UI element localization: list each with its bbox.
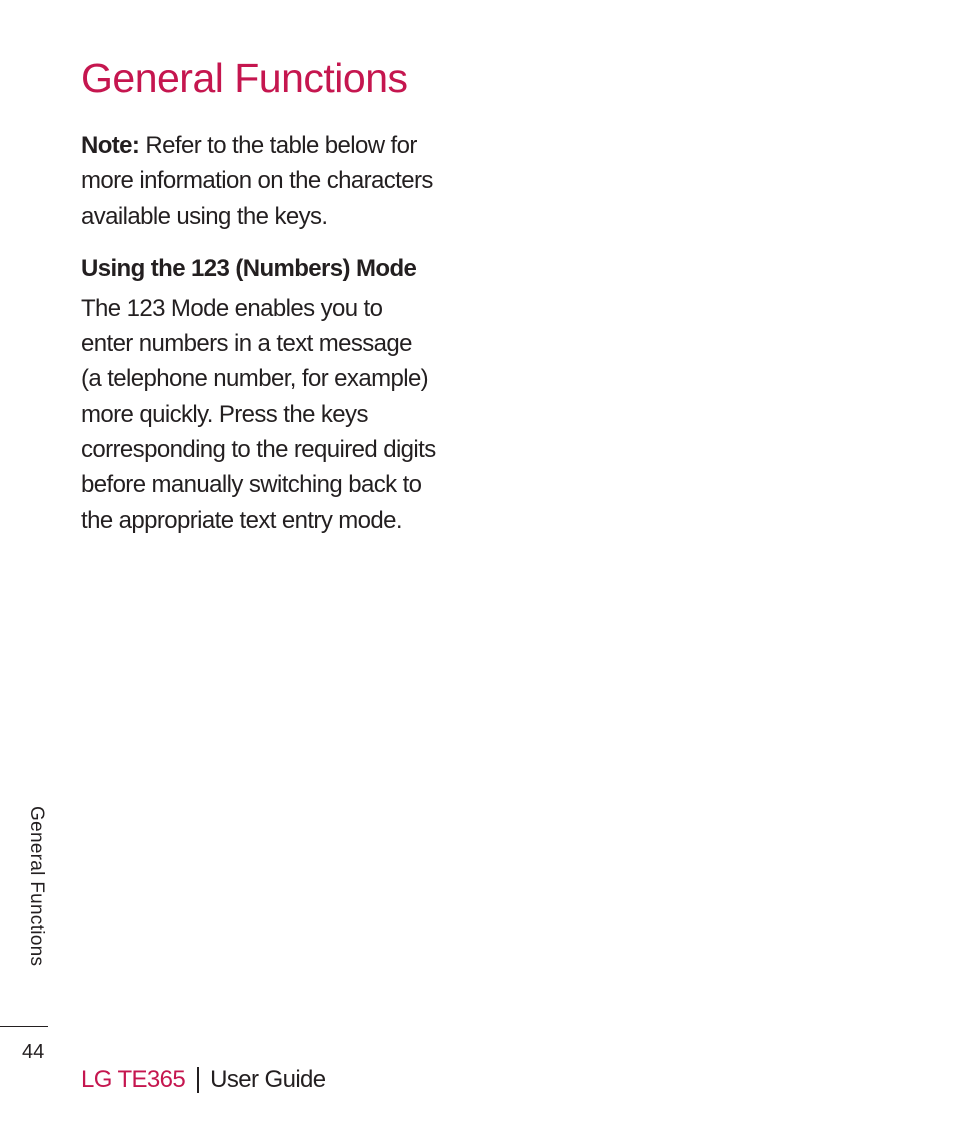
section-line-3: (a telephone number, for example) — [81, 365, 429, 393]
footer-guide: User Guide — [210, 1066, 326, 1093]
section-heading: Using the 123 (Numbers) Mode — [81, 254, 417, 282]
section-line-4: more quickly. Press the keys — [81, 400, 368, 428]
page-title: General Functions — [81, 55, 408, 101]
section-line-6: before manually switching back to — [81, 471, 422, 499]
section-line-2: enter numbers in a text message — [81, 330, 412, 358]
side-tab — [22, 806, 50, 1014]
page-number: 44 — [22, 1041, 45, 1063]
section-paragraph — [81, 291, 481, 538]
section-line-5: corresponding to the required digits — [81, 436, 436, 464]
note-line-1 — [81, 128, 481, 163]
main-content — [81, 128, 481, 538]
side-tab-label: General Functions — [26, 806, 47, 967]
side-divider — [0, 1026, 48, 1027]
note-line-3: available using the keys. — [81, 202, 328, 230]
note-label: Note: — [81, 132, 140, 159]
footer-divider — [197, 1067, 199, 1093]
footer-model: LG TE365 — [81, 1066, 186, 1093]
note-line-1-text: Refer to the table below for — [139, 132, 417, 159]
footer — [81, 1062, 326, 1098]
note-line-2: more information on the characters — [81, 167, 433, 195]
section-line-1: The 123 Mode enables you to — [81, 294, 383, 322]
section-line-7: the appropriate text entry mode. — [81, 506, 402, 534]
note-paragraph — [81, 128, 481, 234]
